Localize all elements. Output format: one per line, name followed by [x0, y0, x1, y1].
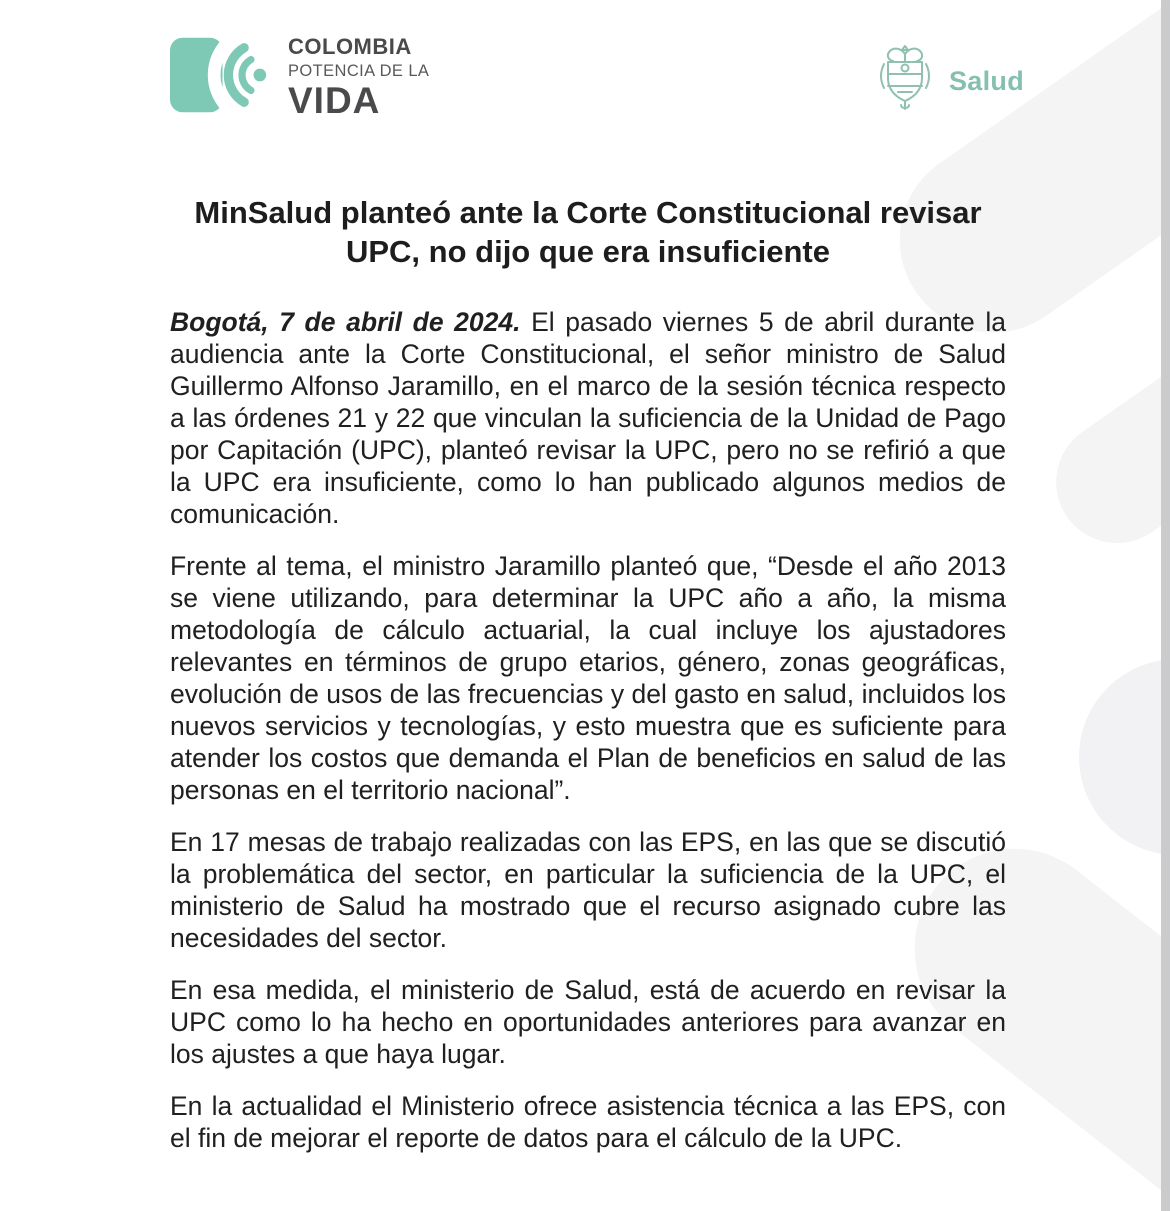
paragraph: [170, 306, 1006, 530]
paragraph: [170, 550, 1006, 806]
page-title: MinSalud planteó ante la Corte Constitucional revisar UPC, no dijo que era insuficiente: [194, 194, 982, 269]
paragraph: [170, 1090, 1006, 1154]
ministry-label: Salud: [949, 66, 1025, 96]
paragraph: [170, 974, 1006, 1070]
paragraph-text: En esa medida, el ministerio de Salud, está de acuerdo en revisar la UPC como lo ha hecho en oportunidades anteriores para avanzar en los ajustes a que haya lugar.: [170, 975, 1006, 1069]
minsalud-crest-icon: [876, 42, 934, 121]
paragraph-text: En 17 mesas de trabajo realizadas con las EPS, en las que se discutió la problemática del sector, en particular la suficiencia de la UPC, el ministerio de Salud ha mostrado que el recurso asignado cubre las necesidades del sector.: [170, 827, 1006, 953]
minsalud-logo: [876, 42, 1024, 121]
colombia-wave-icon: [170, 32, 270, 123]
paragraph-text: En la actualidad el Ministerio ofrece asistencia técnica a las EPS, con el fin de mejorar el reporte de datos para el cálculo de la UPC.: [170, 1091, 1006, 1153]
paragraph-text: El pasado viernes 5 de abril durante la audiencia ante la Corte Constitucional, el señor ministro de Salud Guillermo Alfonso Jaramillo, en el marco de la sesión técnica respecto a las órdenes 21 y 22 que vinculan la suficiencia de la Unidad de Pago por Capitación (UPC), planteó revisar la UPC, pero no se refirió a que la UPC era insuficiente, como lo han publicado algunos medios de comunicación.: [170, 307, 1007, 529]
dateline: Bogotá, 7 de abril de 2024.: [170, 307, 532, 337]
brand-line-potencia: POTENCIA DE LA: [288, 61, 430, 80]
brand-line-vida: VIDA: [288, 80, 381, 122]
colombia-brand-logo: [170, 32, 429, 123]
paragraph-text: Frente al tema, el ministro Jaramillo planteó que, “Desde el año 2013 se viene utilizando, para determinar la UPC año a año, la misma metodología de cálculo actuarial, la cual incluye los ajustadores relevantes en términos de grupo etarios, género, zonas geográficas, evolución de usos de las frecuencias y del gasto en salud, incluidos los nuevos servicios y tecnologías, y esto muestra que es suficiente para atender los costos que demanda el Plan de beneficios en salud de las personas en el territorio nacional”.: [170, 551, 1006, 805]
document-body: [170, 306, 1006, 1174]
scrollbar[interactable]: [1161, 0, 1170, 1211]
paragraph: [170, 826, 1006, 954]
brand-line-colombia: COLOMBIA: [288, 33, 412, 59]
